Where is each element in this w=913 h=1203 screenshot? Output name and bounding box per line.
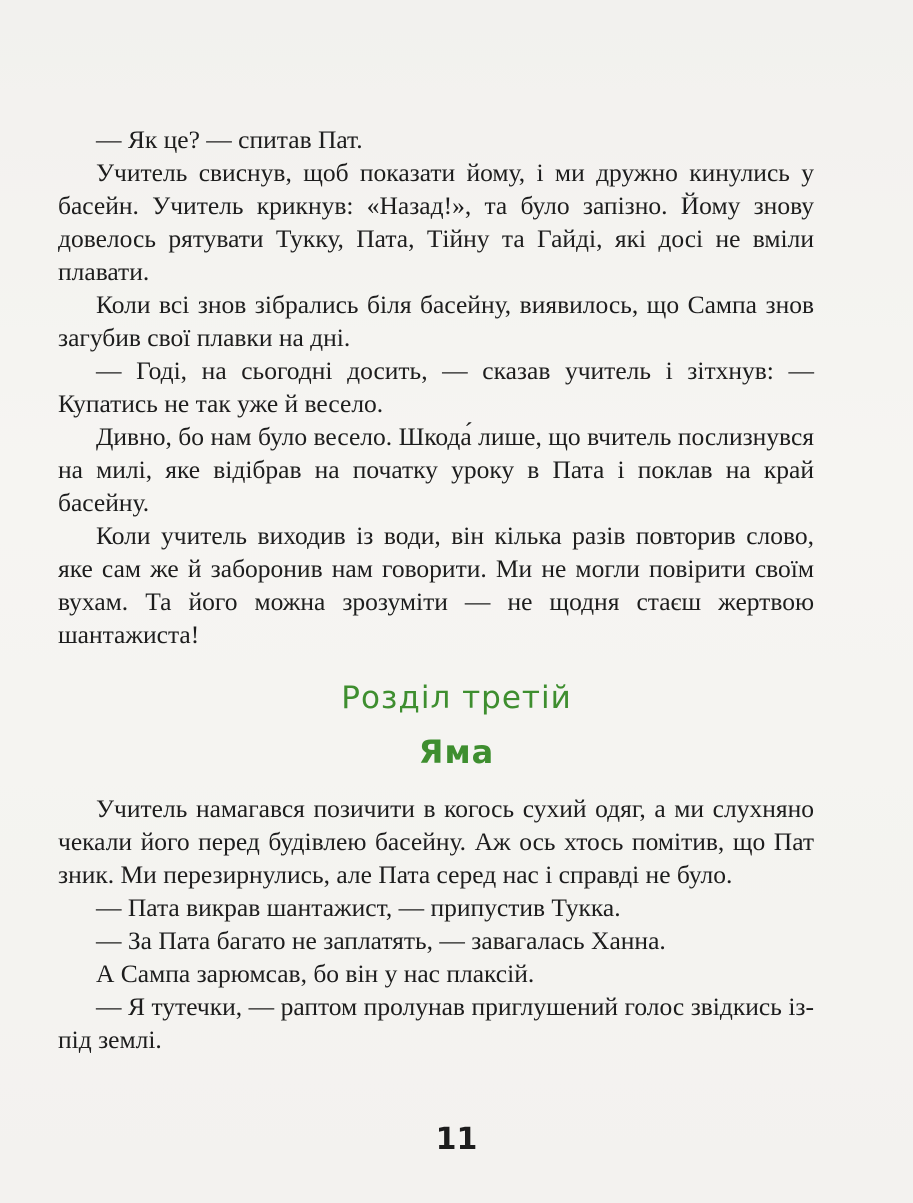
text-block-top: [58, 123, 814, 651]
paragraph: Учитель намагався позичити в когось сухий одяг, а ми слухняно чекали його перед будівлею басейну. Аж ось хтось помітив, що Пат зник. Ми перезирнулись, але Пата серед нас і справді не було.: [58, 794, 814, 889]
paragraph: Дивно, бо нам було весело. Шкода́ лише, що вчитель послизнувся на милі, яке відібрав на початку уроку в Пата і поклав на край басейну.: [58, 422, 814, 517]
paragraph: — Пата викрав шантажист, — припустив Тукка.: [96, 893, 621, 922]
paragraph: А Сампа зарюмсав, бо він у нас плаксій.: [96, 959, 535, 988]
paragraph: — Годі, на сьогодні досить, — сказав учитель і зітхнув: — Купатись не так уже й весело.: [58, 356, 814, 418]
chapter-label: Розділ третій: [341, 680, 572, 716]
paragraph: — За Пата багато не заплатять, — завагалась Ханна.: [96, 926, 666, 955]
paragraph: Учитель свиснув, щоб показати йому, і ми дружно кинулись у басейн. Учитель крикнув: «Назад!», та було запізно. Йому знову довелось рятувати Тукку, Пата, Тійну та Гайді, які досі не вміли плавати.: [58, 158, 814, 286]
paragraph: Коли всі знов зібрались біля басейну, виявилось, що Сампа знов загубив свої плавки на дні.: [58, 290, 814, 352]
paragraph: — Як це? — спитав Пат.: [96, 125, 363, 154]
page-number: 11: [435, 1122, 478, 1157]
paragraph: — Я тутечки, — раптом пролунав приглушений голос звідкись із-під землі.: [58, 992, 814, 1054]
chapter-title: Яма: [418, 733, 495, 771]
paragraph: Коли учитель виходив із води, він кілька разів повторив слово, яке сам же й заборонив нам говорити. Ми не могли повірити своїм вухам. Та його можна зрозуміти — не щодня стаєш жертвою шантажиста!: [58, 521, 814, 649]
text-block-bottom: [58, 792, 814, 1056]
